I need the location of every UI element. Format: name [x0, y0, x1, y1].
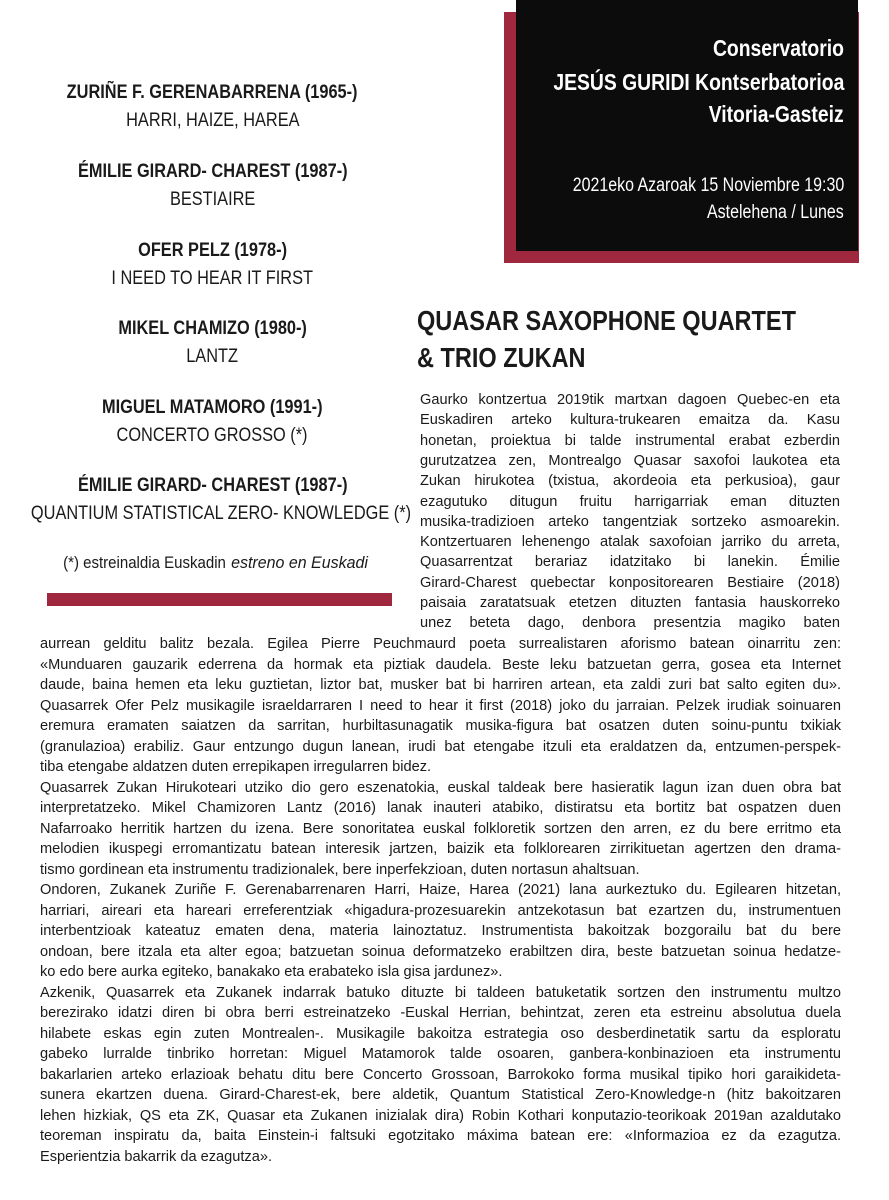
concert-weekday: Astelehena / Lunes [707, 202, 844, 223]
body-line: aurrean gelditu balitz bezala. Egilea Pierre Peuchmaurd poeta surrealistaren aforismo batean oinarritu zen: [40, 636, 841, 652]
work-title: LANTZ [186, 346, 239, 367]
body-line: daude, baina hemen eta leku guztietan, liztor bat, musker bat bi harriren artean, eta zaldi zuri bat salto egiten du». [40, 677, 841, 693]
body-line: Azkenik, Quasarrek eta Zukanek indarrak batuko dituzte bi taldeen batuketatik sortzen den instrumentu multzo [40, 984, 841, 1001]
body-line: ko edo bere aurka egiteko, banakako eta erabateko isla gisa jardunez». [40, 964, 503, 980]
premiere-note [0, 553, 425, 573]
body-line: Esperientzia bakarrik da ezagutza». [40, 1148, 273, 1165]
body-line: interbentzioak kateatuz ematen dena, materia lainoztatuz. Instrumentista bakoitzak bozgorailu bat du bere [40, 923, 841, 939]
body-line: lehen hizkiak, QS eta ZK, Quasar eta Zukanen inizialak dira) Robin Kothari konputazio-teorikoak 2019an azaldutako [40, 1107, 841, 1124]
composer-name: ZURIÑE F. GERENABARRENA (1965-) [67, 82, 358, 103]
body-line: «Munduaren gauzarik ederrena da hormak eta piztiak daudela. Beste leku batzuetan gerra, gosea eta Internet [40, 656, 841, 673]
composer-name: OFER PELZ (1978-) [138, 240, 287, 261]
body-line: Quasarrentzat berariaz idatzitako bi lanekin. Émilie [420, 554, 840, 571]
composer-name: MIKEL CHAMIZO (1980-) [118, 318, 307, 339]
venue-city: Vitoria-Gasteiz [709, 101, 844, 127]
program-item [0, 161, 425, 211]
body-line: unez beteta dago, denbora presentzia magiko baten [420, 615, 840, 632]
body-line: hilabete eskas egin zuten Montrealen-. Musikagile bakoitza estrategia oso desberdinetatik sartu da esploratu [40, 1025, 841, 1042]
program-item [0, 318, 425, 368]
body-line: bakarlarien arteko erlazioak behatu ditu bere Concerto Grossoan, Barrokoko forma musikal tipiko hori garaikideta- [40, 1066, 841, 1083]
body-line: Zukan hirukotea (txistua, akordeoia eta perkusioa), gaur [420, 473, 840, 490]
divider-bar [47, 593, 392, 606]
body-line: melodien ikuspegi erromantizatu batean interesik jartzen, baizik eta folklorearen zirrikituetan agertzen den drama- [40, 841, 841, 857]
premiere-note-basque: (*) estreinaldia Euskadin [62, 553, 226, 572]
concert-datetime: 2021eko Azaroak 15 Noviembre 19:30 [572, 175, 844, 196]
work-title: QUANTIUM STATISTICAL ZERO- KNOWLEDGE (*) [30, 503, 412, 524]
composer-name: ÉMILIE GIRARD- CHAREST (1987-) [77, 475, 348, 496]
work-title: I NEED TO HEAR IT FIRST [111, 268, 314, 289]
body-line: Quasarrek Zukan Hirukoteari utziko dio gero eszenatokia, euskal taldeak bere hasieratik lagun izan duen obra bat [40, 779, 841, 796]
venue-header [516, 0, 858, 251]
body-line: Gaurko kontzertua 2019tik martxan dagoen Quebec-en eta [420, 392, 840, 408]
body-line: Nafarroako herritik hartzen du izena. Bere sonoritatea euskal folkloretik sortzen den arren, ez du bere erritmo eta [40, 820, 841, 837]
premiere-note-spanish: estreno en Euskadi [230, 553, 368, 572]
program-item [0, 240, 425, 290]
work-title: CONCERTO GROSSO (*) [117, 425, 308, 446]
body-line: Quasarrek Ofer Pelz musikagile israeldarraren I need to hear it first (2018) joko du jarraian. Pelzek irudiak soinuaren [40, 697, 841, 714]
program-item [0, 475, 425, 525]
body-line: Euskadiren arteko kultura-trukearen emaitza da. Kasu [420, 412, 840, 429]
work-title: HARRI, HAIZE, HAREA [125, 110, 300, 131]
body-line: paisaia zaratatsuak etetzen dituzten fantasia hauskorreko [420, 595, 840, 611]
body-line: gabeko lurralde tinbriko horretan: Miguel Matamorok talde osoaren, ganbera-konbinazioen eta instrumentu [40, 1046, 841, 1062]
body-line: honetan, proiektua bi talde instrumental erabat ezberdin [420, 432, 840, 449]
body-line: harriari, aireari eta hareari erreferentziak «higadura-prozesuarekin antzekotasun bat ezartzen du, instrumentuen [40, 902, 841, 919]
concert-title-line-1: QUASAR SAXOPHONE QUARTET [417, 305, 796, 336]
body-line: teoreman inspiratu da, baita Einstein-i faltsuki egotzitako máxima batean ere: «Informazioa ez da ezagutza. [40, 1128, 841, 1144]
program-item [0, 397, 425, 447]
body-line: tiba etengabe aldatzen duten errepikapen irregularren bidez. [40, 759, 432, 775]
body-line: interpretatzeko. Mikel Chamizoren Lantz (2016) lanak inauteri atabiko, distiratsu eta bortitz bat ospatzen duen [40, 800, 841, 816]
institution-line-1: Conservatorio [713, 35, 844, 61]
body-line: Ondoren, Zukanek Zuriñe F. Gerenabarrenaren Harri, Haize, Harea (2021) lana aurkeztuko du. Egilearen hitzetan, [40, 882, 841, 898]
body-line: eremura eramaten saiatzen da sarritan, hurbiltasunagatik musika-figura bat osatzen duten soinu-puntu txikiak [40, 718, 841, 734]
concert-title-line-2: & TRIO ZUKAN [417, 342, 586, 373]
composer-name: MIGUEL MATAMORO (1991-) [102, 397, 323, 418]
composer-name: ÉMILIE GIRARD- CHAREST (1987-) [77, 161, 348, 182]
body-line: sunera ekartzen duena. Girard-Charest-ek, bere aldetik, Quantum Statistical Zero-Knowledge-n (hitz bakoitzaren [40, 1087, 841, 1103]
body-line: ezagutuko ditugun fruitu harrigarriak eman dituzten [420, 493, 840, 510]
body-line: berezirako idatzi diren bi obra berri estreinatzeko -Euskal Herrian, behintzat, zeren eta estreinu absolutua duela [40, 1005, 841, 1021]
body-line: gurutzatzea zen, Montrealgo Quasar saxofoi laukotea eta [420, 452, 840, 469]
program-item [0, 82, 425, 132]
institution-line-2: JESÚS GURIDI Kontserbatorioa [553, 69, 844, 95]
body-line: ondoan, bere itzala eta alter egoa; batzuetan soinua deformatzeko erabiltzen dira, beste batzuetan soinua hedatze- [40, 943, 841, 960]
body-line: musika-tradizioen arteko tangentziak sortzeko asmoarekin. [420, 513, 840, 530]
body-line: tismo gordinean eta instrumentu tradizionalek, bere inperfekzioan, duten nortasun ahaltsuan. [40, 861, 640, 878]
body-line: Kontzertuaren lehenengo atalak saxofoian jarriko du arreta, [420, 534, 840, 551]
body-line: Girard-Charest quebectar konpositorearen Bestiaire (2018) [420, 574, 840, 591]
work-title: BESTIAIRE [169, 189, 256, 210]
body-line: (granulazioa) erabiliz. Gaur entzungo dugun lanean, irudi bat etengabe itzuli eta eraldatzen da, entzumen-perspek- [40, 738, 841, 755]
